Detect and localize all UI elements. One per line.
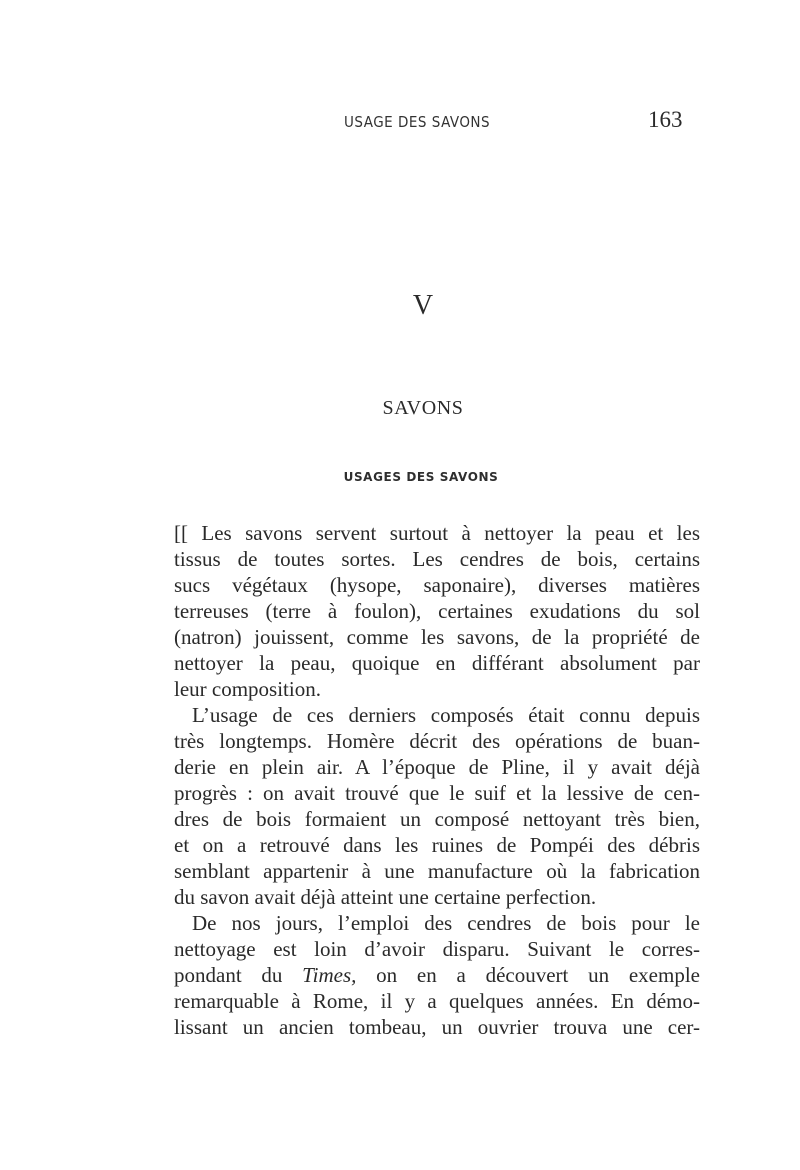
italic-title-times: Times,	[302, 963, 357, 987]
text-line: sucs végétaux (hysope, saponaire), diverses matières	[174, 573, 700, 597]
text-line: et on a retrouvé dans les ruines de Pompéi des débris	[174, 833, 700, 857]
body-text	[174, 520, 700, 1040]
text-line-with-italic	[174, 962, 700, 988]
text-line: nettoyage est loin d’avoir disparu. Suivant le corres-	[174, 937, 700, 961]
text-line: De nos jours, l’emploi des cendres de bois pour le	[192, 911, 700, 935]
text-fragment: pondant du	[174, 963, 303, 987]
text-line: leur composition.	[174, 677, 321, 701]
text-line: (natron) jouissent, comme les savons, de la propriété de	[174, 625, 700, 649]
text-line: dres de bois formaient un composé nettoyant très bien,	[174, 807, 700, 831]
section-title: USAGES DES SAVONS	[343, 470, 499, 484]
text-fragment: on en a découvert un exemple	[356, 963, 700, 987]
text-line: [[ Les savons servent surtout à nettoyer la peau et les	[174, 521, 700, 545]
text-line: tissus de toutes sortes. Les cendres de bois, certains	[174, 547, 700, 571]
text-line: terreuses (terre à foulon), certaines exudations du sol	[174, 599, 700, 623]
running-title: USAGE DES SAVONS	[344, 113, 491, 131]
chapter-title: SAVONS	[382, 397, 464, 419]
text-line: derie en plein air. A l’époque de Pline, il y avait déjà	[174, 755, 700, 779]
text-line: progrès : on avait trouvé que le suif et la lessive de cen-	[174, 781, 700, 805]
text-line: du savon avait déjà atteint une certaine perfection.	[174, 885, 597, 909]
text-line: nettoyer la peau, quoique en différant absolument par	[174, 651, 700, 675]
text-line: L’usage de ces derniers composés était connu depuis	[192, 703, 700, 727]
chapter-numeral: V	[412, 290, 434, 321]
page-number: 163	[648, 107, 683, 132]
text-line: semblant appartenir à une manufacture où la fabrication	[174, 859, 700, 883]
text-line: très longtemps. Homère décrit des opérations de buan-	[174, 729, 700, 753]
text-line: lissant un ancien tombeau, un ouvrier trouva une cer-	[174, 1015, 700, 1039]
text-line: remarquable à Rome, il y a quelques années. En démo-	[174, 989, 700, 1013]
running-header	[0, 107, 800, 143]
